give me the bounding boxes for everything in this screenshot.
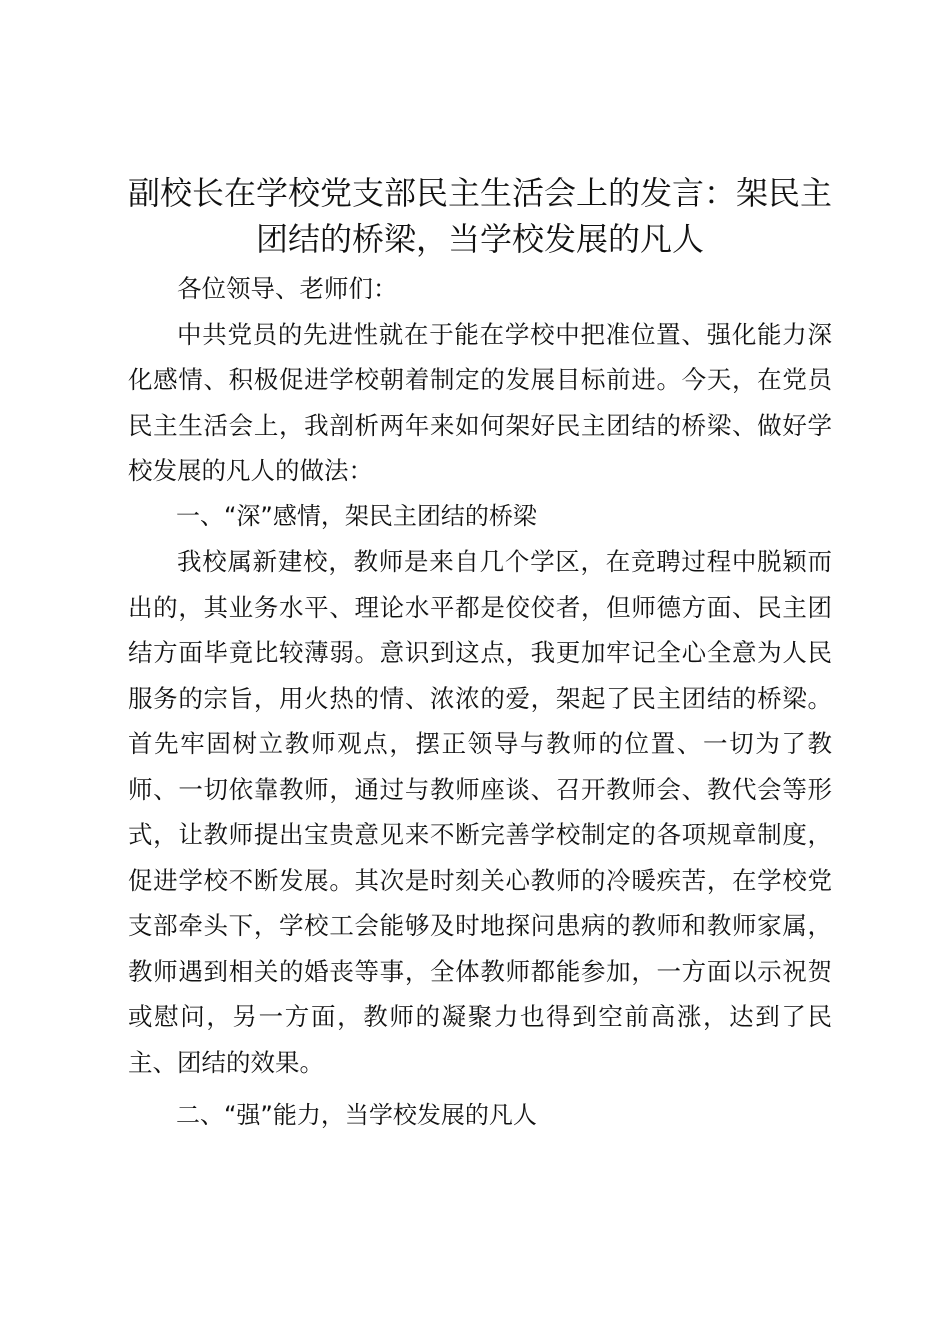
- section-1-body: 我校属新建校，教师是来自几个学区，在竞聘过程中脱颖而出的，其业务水平、理论水平都是佼佼者，但师德方面、民主团结方面毕竟比较薄弱。意识到这点，我更加牢记全心全意为人民服务的宗旨，用火热的情、浓浓的爱，架起了民主团结的桥梁。首先牢固树立教师观点，摆正领导与教师的位置、一切为了教师、一切依靠教师，通过与教师座谈、召开教师会、教代会等形式，让教师提出宝贵意见来不断完善学校制定的各项规章制度，促进学校不断发展。其次是时刻关心教师的冷暖疾苦，在学校党支部牵头下，学校工会能够及时地探问患病的教师和教师家属，教师遇到相关的婚丧等事，全体教师都能参加，一方面以示祝贺或慰问，另一方面，教师的凝聚力也得到空前高涨，达到了民主、团结的效果。: [128, 547, 832, 1077]
- section-2-heading: 二、“强”能力，当学校发展的凡人: [176, 1101, 537, 1129]
- salutation: 各位领导、老师们：: [177, 274, 398, 303]
- intro-paragraph: 中共党员的先进性就在于能在学校中把准位置、强化能力深化感情、积极促进学校朝着制定的发展目标前进。今天，在党员民主生活会上，我剖析两年来如何架好民主团结的桥梁、做好学校发展的凡人的做法：: [128, 319, 832, 485]
- document-body: [128, 170, 832, 1139]
- document-title: 副校长在学校党支部民主生活会上的发言：架民主团结的桥梁，当学校发展的凡人: [128, 174, 833, 258]
- section-1-heading: 一、“深”感情，架民主团结的桥梁: [176, 501, 537, 530]
